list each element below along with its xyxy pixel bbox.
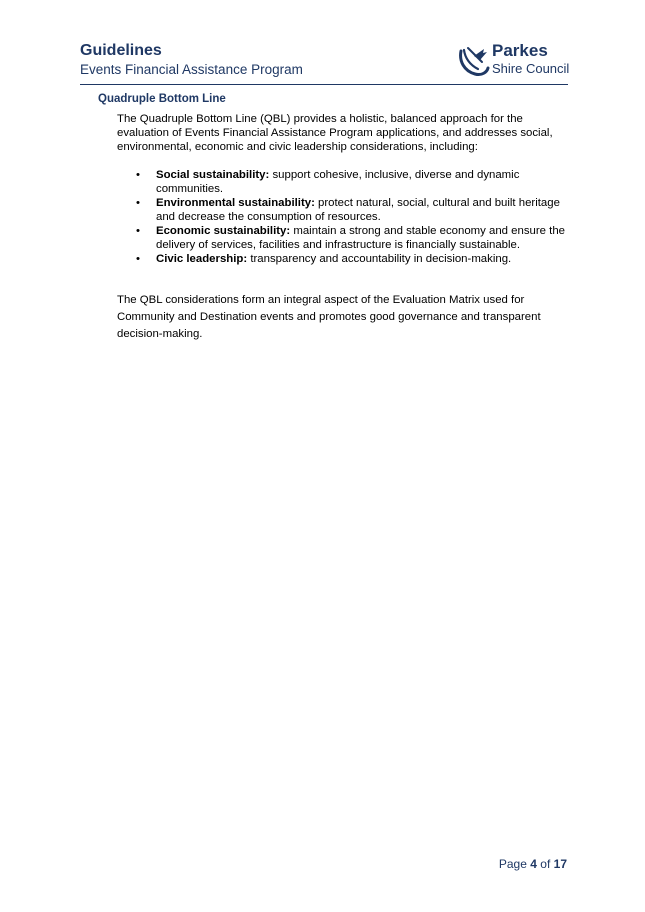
- document-subtitle: Events Financial Assistance Program: [80, 62, 303, 77]
- page-label: Page: [498, 857, 527, 871]
- list-item: [117, 168, 569, 196]
- list-item: [117, 252, 569, 266]
- list-item-term: Economic sustainability:: [156, 225, 291, 237]
- parkes-dish-icon: [456, 43, 490, 77]
- outro-paragraph: The QBL considerations form an integral aspect of the Evaluation Matrix used for Community and Destination events and promotes good governance and transparent decision-making.: [117, 294, 541, 340]
- list-item-text: transparency and accountability in decision-making.: [247, 253, 512, 265]
- page-footer: [499, 857, 567, 871]
- list-item-term: Environmental sustainability:: [156, 197, 315, 209]
- list-item-term: Social sustainability:: [156, 169, 270, 181]
- bullet-icon: •: [136, 225, 140, 237]
- list-item-term: Civic leadership:: [156, 253, 248, 265]
- document-title: Guidelines: [80, 42, 162, 59]
- page-number: 4: [530, 857, 537, 871]
- qbl-list: [117, 168, 569, 266]
- bullet-icon: •: [136, 169, 140, 181]
- page-of-label: of: [540, 857, 551, 871]
- list-item-text: protect natural, social, cultural and built heritage and decrease the consumption of resources.: [156, 197, 560, 223]
- intro-paragraph: The Quadruple Bottom Line (QBL) provides a holistic, balanced approach for the evaluation of Events Financial Assistance Program applications, and addresses social, environmental, economic and civic leadership considerations, including:: [117, 113, 553, 153]
- list-item-text: support cohesive, inclusive, diverse and dynamic communities.: [156, 169, 520, 195]
- bullet-icon: •: [136, 197, 140, 209]
- list-item: [117, 224, 569, 252]
- page-total: 17: [553, 857, 567, 871]
- bullet-icon: •: [136, 253, 140, 265]
- section-heading: Quadruple Bottom Line: [98, 93, 226, 105]
- logo-name: Parkes: [492, 41, 548, 60]
- page-header: [80, 42, 568, 85]
- council-logo: [456, 42, 568, 80]
- logo-subtitle: Shire Council: [492, 61, 570, 76]
- list-item-text: maintain a strong and stable economy and ensure the delivery of services, facilities and infrastructure is financially sustainable.: [156, 225, 566, 251]
- list-item: [117, 196, 569, 224]
